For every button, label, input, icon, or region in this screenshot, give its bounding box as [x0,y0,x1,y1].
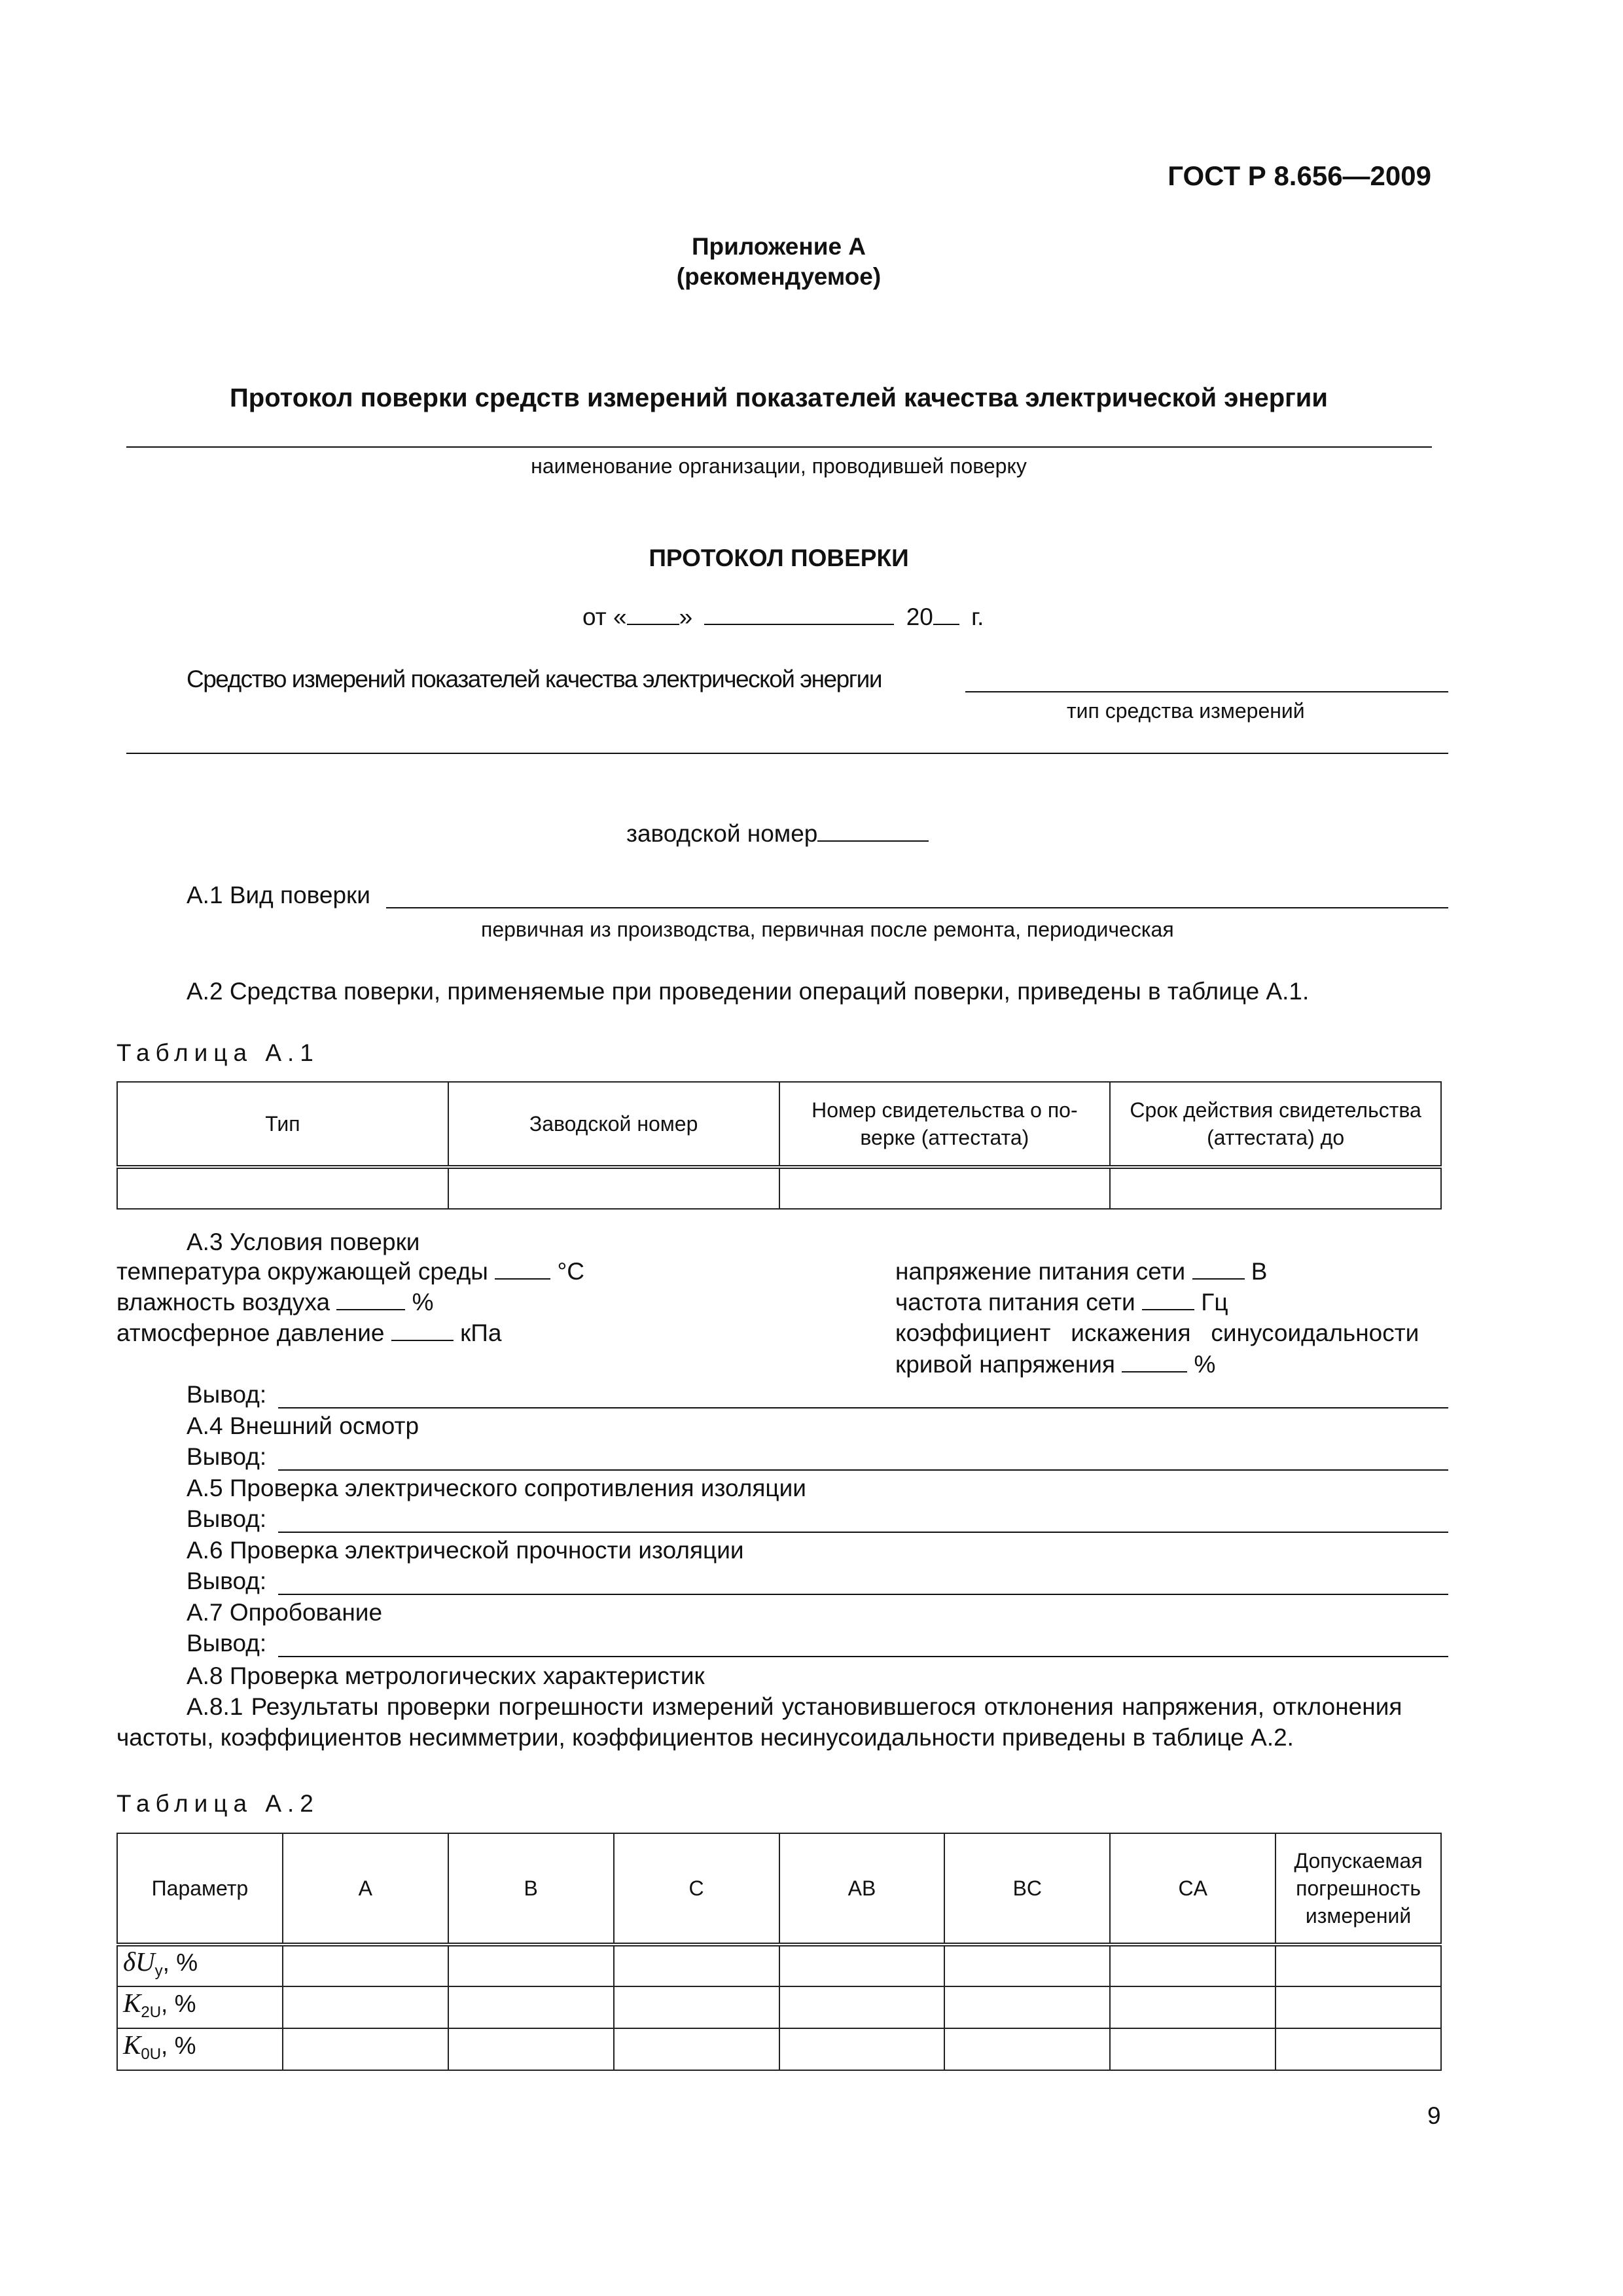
distortion-unit: % [1194,1351,1216,1378]
pressure-field[interactable] [391,1320,454,1341]
table2-cell[interactable] [779,2028,945,2070]
conclusion-label: Вывод: [187,1505,267,1532]
conclusion-label: Вывод: [187,1630,267,1657]
serial-number [626,820,929,848]
table2-cell[interactable] [283,1945,448,1986]
table2-cell[interactable] [779,1945,945,1986]
table2-cell[interactable] [614,1945,779,1986]
voltage-unit: В [1251,1258,1268,1285]
table1-cell[interactable] [1110,1167,1441,1209]
distortion-field[interactable] [1122,1352,1187,1372]
frequency-unit: Гц [1201,1289,1228,1316]
voltage-label: напряжение питания сети [895,1258,1186,1285]
instrument-type-field[interactable] [965,691,1448,692]
table2-header-tolerance: Допускаемая погрешность измерений [1275,1833,1441,1945]
a1-label: А.1 Вид поверки [187,882,370,908]
serial-field[interactable] [817,821,929,842]
conclusion-field-a4[interactable] [278,1469,1448,1471]
table2-caption: Таблица А.2 [116,1790,319,1817]
param-k0u: $K_{0U}$, % [117,2028,283,2070]
table2-header-ca: CA [1110,1833,1275,1945]
frequency-label: частота питания сети [895,1289,1135,1316]
a81-text-line1: А.8.1 Результаты проверки погрешности измерений установившегося отклонения напряжения, отклонения [187,1693,1402,1720]
table1-cell[interactable] [448,1167,779,1209]
table2-cell[interactable] [944,1986,1110,2028]
table1-header-serial: Заводской номер [448,1082,779,1167]
year-prefix: 20 [906,603,933,630]
protocol-heading: ПРОТОКОЛ ПОВЕРКИ [649,545,909,571]
humidity-label: влажность воздуха [116,1289,330,1316]
a8-title: А.8 Проверка метрологических характеристик [187,1662,705,1689]
instrument-type-line2[interactable] [126,753,1448,754]
table2-header-c: C [614,1833,779,1945]
distortion-label: кривой напряжения [895,1351,1115,1378]
frequency-line [895,1289,1228,1316]
table2-cell[interactable] [448,1945,614,1986]
a81-text-line2: частоты, коэффициентов несимметрии, коэффициентов несинусоидальности приведены в таблице А.2. [116,1724,1294,1751]
table2-cell[interactable] [1110,1986,1275,2028]
table2-cell[interactable] [1275,1945,1441,1986]
table2-header-b: B [448,1833,614,1945]
instrument-label: Средство измерений показателей качества электрической энергии [187,666,882,692]
conclusion-label: Вывод: [187,1568,267,1594]
table-a1 [116,1081,1442,1210]
table2-cell[interactable] [1275,2028,1441,2070]
appendix-status: (рекомендуемое) [676,263,882,290]
table-row [117,1945,1441,1986]
table2-cell[interactable] [448,1986,614,2028]
table2-cell[interactable] [614,1986,779,2028]
org-name-caption: наименование организации, проводившей поверку [531,454,1027,478]
conclusion-label: Вывод: [187,1443,267,1470]
table2-header-a: A [283,1833,448,1945]
a5-title: А.5 Проверка электрического сопротивления изоляции [187,1475,806,1501]
table1-cell[interactable] [779,1167,1111,1209]
table2-header-bc: BC [944,1833,1110,1945]
voltage-line [895,1258,1267,1285]
conclusion-label: Вывод: [187,1381,267,1408]
instrument-type-caption: тип средства измерений [1067,699,1305,723]
table1-header-validity: Срок действия свидетельства (аттестата) до [1110,1082,1441,1167]
a1-caption: первичная из производства, первичная после ремонта, периодическая [481,918,1174,941]
table-row [117,2028,1441,2070]
pressure-label: атмосферное давление [116,1319,385,1346]
table2-cell[interactable] [283,1986,448,2028]
table-a2 [116,1833,1442,2071]
a3-title: А.3 Условия поверки [187,1229,420,1255]
pressure-line [116,1319,501,1347]
humidity-unit: % [412,1289,434,1316]
a2-text: А.2 Средства поверки, применяемые при проведении операций поверки, приведены в таблице А.1. [187,978,1310,1005]
humidity-line [116,1289,434,1316]
year-field[interactable] [933,604,959,625]
a4-title: А.4 Внешний осмотр [187,1412,419,1439]
protocol-date [582,603,984,631]
a6-title: А.6 Проверка электрической прочности изоляции [187,1537,744,1564]
date-prefix: от « [582,603,627,630]
temp-field[interactable] [495,1259,550,1280]
distortion-line2 [895,1351,1215,1378]
page-number: 9 [1427,2102,1441,2129]
table-row [117,1986,1441,2028]
table2-cell[interactable] [448,2028,614,2070]
conclusion-field-a3[interactable] [278,1407,1448,1408]
pressure-unit: кПа [460,1319,502,1346]
month-field[interactable] [704,604,894,625]
temp-unit: °С [557,1258,584,1285]
humidity-field[interactable] [336,1289,405,1310]
table1-header-type: Тип [117,1082,448,1167]
table1-cell[interactable] [117,1167,448,1209]
table2-header-parameter: Параметр [117,1833,283,1945]
table2-cell[interactable] [944,2028,1110,2070]
voltage-field[interactable] [1192,1259,1245,1280]
table1-caption: Таблица А.1 [116,1039,319,1066]
distortion-line1: коэффициент искажения синусоидальности [895,1319,1419,1346]
temp-line [116,1258,584,1285]
param-delta-u: $\delta U_у$, % [117,1945,283,1986]
table1-header-certificate: Номер свидетельства о по-верке (аттестата) [779,1082,1111,1167]
a7-title: А.7 Опробование [187,1599,383,1626]
table2-cell[interactable] [1110,2028,1275,2070]
table2-cell[interactable] [283,2028,448,2070]
document-code: ГОСТ Р 8.656—2009 [1168,160,1431,191]
day-field[interactable] [627,604,679,625]
org-name-line[interactable] [126,446,1432,448]
date-quote-close: » [679,603,693,630]
conclusion-field-a6[interactable] [278,1594,1448,1595]
main-title: Протокол поверки средств измерений показателей качества электрической энергии [230,384,1328,412]
year-suffix: г. [971,603,984,630]
a1-field[interactable] [386,907,1448,908]
table2-cell[interactable] [779,1986,945,2028]
table2-header-ab: AB [779,1833,945,1945]
serial-label: заводской номер [626,820,818,847]
table2-cell[interactable] [944,1945,1110,1986]
appendix-title: Приложение А [691,233,866,260]
param-k2u: $K_{2U}$, % [117,1986,283,2028]
table2-cell[interactable] [1110,1945,1275,1986]
table2-cell[interactable] [614,2028,779,2070]
frequency-field[interactable] [1142,1289,1194,1310]
conclusion-field-a7[interactable] [278,1656,1448,1657]
conclusion-field-a5[interactable] [278,1532,1448,1533]
table2-cell[interactable] [1275,1986,1441,2028]
temp-label: температура окружающей среды [116,1258,488,1285]
